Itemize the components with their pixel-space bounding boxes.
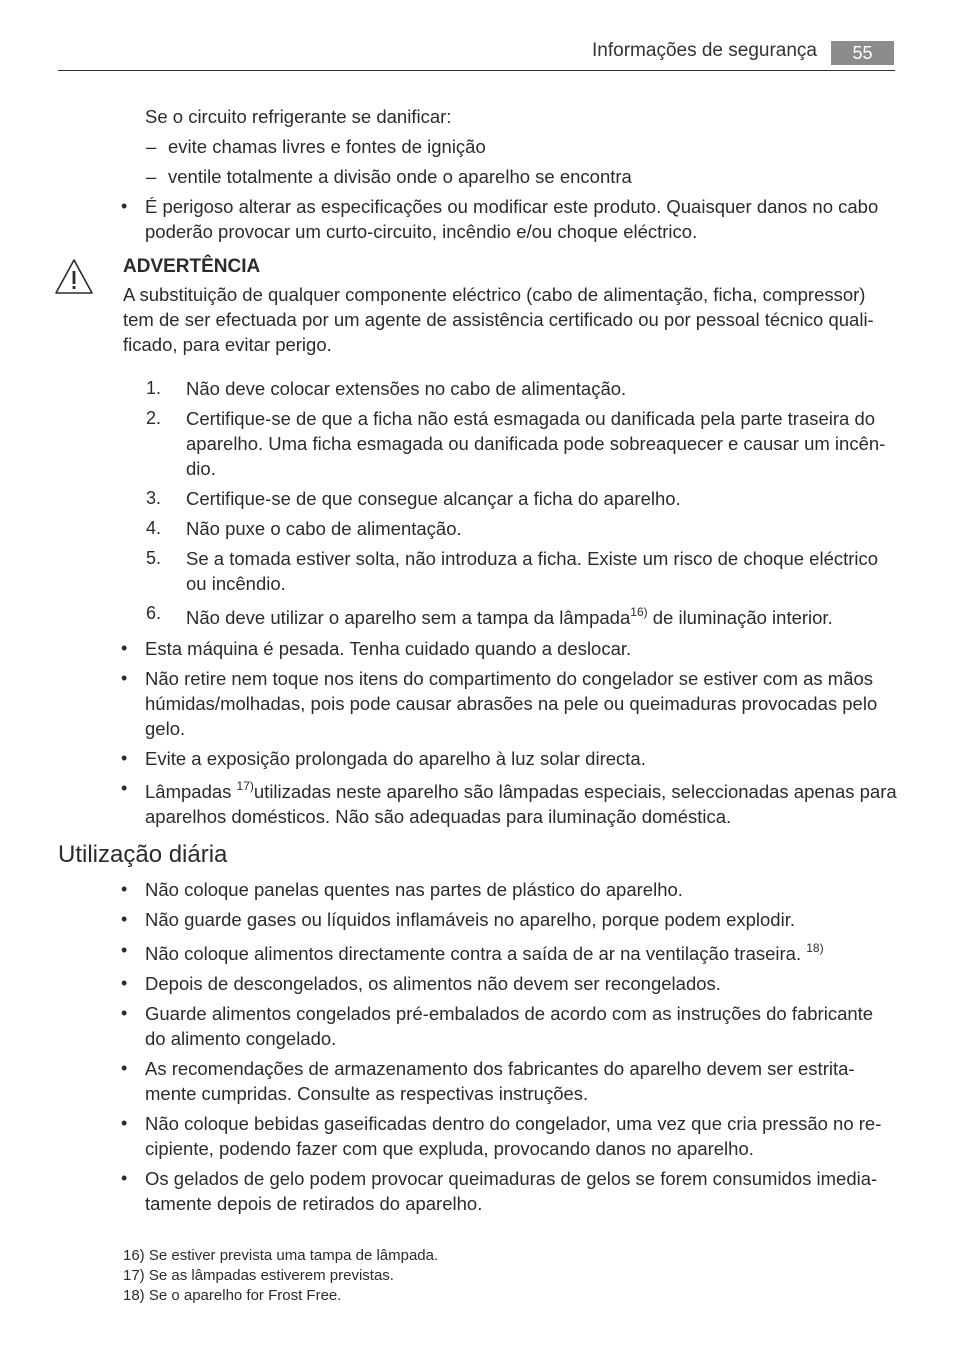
warning-triangle-icon: [54, 258, 94, 296]
bullet-text: Evite a exposição prolongada do aparelho à luz solar directa.: [145, 748, 646, 769]
list-item: Não deve colocar extensões no cabo de alimentação.: [186, 378, 627, 399]
bullet-text: Esta máquina é pesada. Tenha cuidado quando a deslocar.: [145, 638, 632, 659]
list-number: 1.: [146, 378, 162, 398]
header-divider: [58, 70, 895, 71]
dash-item: evite chamas livres e fontes de ignição: [168, 136, 486, 157]
list-item: [186, 605, 833, 630]
bullet-text: Não guarde gases ou líquidos inflamáveis no aparelho, porque podem explodir.: [145, 909, 795, 930]
bullet-text: gelo.: [145, 718, 186, 739]
bullet-text: Não retire nem toque nos itens do compartimento do congelador se estiver com as mãos: [145, 668, 874, 689]
bullet-marker: •: [121, 1113, 128, 1133]
bullet-marker: •: [121, 1168, 128, 1188]
bullet-text-part: Não coloque alimentos directamente contra a saída de ar na ventilação traseira.: [145, 943, 807, 964]
bullet-marker: •: [121, 879, 128, 899]
bullet-marker: •: [121, 638, 128, 658]
bullet-text: Depois de descongelados, os alimentos não devem ser recongelados.: [145, 973, 721, 994]
list-number: 4.: [146, 518, 162, 538]
bullet-text: Guarde alimentos congelados pré-embalados de acordo com as instruções do fabricante: [145, 1003, 874, 1024]
list-item: ou incêndio.: [186, 573, 286, 594]
bullet-text-part: utilizadas neste aparelho são lâmpadas especiais, seleccionadas apenas para: [253, 781, 897, 802]
bullet-text: Os gelados de gelo podem provocar queimaduras de gelos se forem consumidos imedia-: [145, 1168, 878, 1189]
bullet-text: [145, 779, 897, 804]
bullet-text: [145, 941, 824, 966]
bullet-text: do alimento congelado.: [145, 1028, 337, 1049]
warning-text: A substituição de qualquer componente eléctrico (cabo de alimentação, ficha, compressor): [123, 284, 866, 305]
bullet-marker: •: [121, 748, 128, 768]
bullet-text-part: Lâmpadas: [145, 781, 237, 802]
footnote: 17) Se as lâmpadas estiverem previstas.: [123, 1267, 394, 1284]
warning-text: tem de ser efectuada por um agente de assistência certificado ou por pessoal técnico quali-: [123, 309, 874, 330]
list-number: 3.: [146, 488, 162, 508]
bullet-marker: •: [121, 196, 128, 216]
bullet-text: Não coloque bebidas gaseificadas dentro do congelador, uma vez que cria pressão no re-: [145, 1113, 882, 1134]
list-item-text: de iluminação interior.: [647, 607, 833, 628]
footnote-ref: 17): [236, 779, 254, 793]
list-item: Certifique-se de que consegue alcançar a ficha do aparelho.: [186, 488, 681, 509]
bullet-marker: •: [121, 778, 128, 798]
bullet-marker: •: [121, 1003, 128, 1023]
bullet-marker: •: [121, 973, 128, 993]
list-item: Não puxe o cabo de alimentação.: [186, 518, 462, 539]
bullet-text: cipiente, podendo fazer com que expluda, provocando danos no aparelho.: [145, 1138, 754, 1159]
warning-title: ADVERTÊNCIA: [123, 256, 261, 277]
list-item: Certifique-se de que a ficha não está esmagada ou danificada pela parte traseira do: [186, 408, 876, 429]
footnote-ref: 18): [806, 941, 824, 955]
list-number: 2.: [146, 408, 162, 428]
dash-marker: –: [146, 136, 157, 157]
bullet-text: húmidas/molhadas, pois pode causar abrasões na pele ou queimaduras provocadas pelo: [145, 693, 878, 714]
intro-line: Se o circuito refrigerante se danificar:: [145, 106, 452, 127]
bullet-text: aparelhos domésticos. Não são adequadas para iluminação doméstica.: [145, 806, 732, 827]
bullet-marker: •: [121, 668, 128, 688]
bullet-marker: •: [121, 940, 128, 960]
footnote-ref: 16): [630, 605, 648, 619]
bullet-text: As recomendações de armazenamento dos fabricantes do aparelho devem ser estrita-: [145, 1058, 855, 1079]
list-item: dio.: [186, 458, 216, 479]
list-item: Se a tomada estiver solta, não introduza a ficha. Existe um risco de choque eléctrico: [186, 548, 879, 569]
warning-text: ficado, para evitar perigo.: [123, 334, 332, 355]
list-item-text: Não deve utilizar o aparelho sem a tampa da lâmpada: [186, 607, 631, 628]
dash-marker: –: [146, 166, 157, 187]
bullet-text: Não coloque panelas quentes nas partes de plástico do aparelho.: [145, 879, 683, 900]
page-number: 55: [831, 41, 894, 65]
list-number: 6.: [146, 603, 162, 623]
footnote: 18) Se o aparelho for Frost Free.: [123, 1287, 342, 1304]
bullet-text: poderão provocar um curto-circuito, incêndio e/ou choque eléctrico.: [145, 221, 698, 242]
bullet-marker: •: [121, 1058, 128, 1078]
dash-item: ventile totalmente a divisão onde o aparelho se encontra: [168, 166, 632, 187]
running-header: Informações de segurança: [592, 40, 817, 61]
bullet-text: É perigoso alterar as especificações ou modificar este produto. Quaisquer danos no cabo: [145, 196, 879, 217]
section-heading: Utilização diária: [58, 841, 228, 868]
list-number: 5.: [146, 548, 162, 568]
footnote: 16) Se estiver prevista uma tampa de lâmpada.: [123, 1247, 439, 1264]
bullet-text: tamente depois de retirados do aparelho.: [145, 1193, 483, 1214]
bullet-text: mente cumpridas. Consulte as respectivas instruções.: [145, 1083, 589, 1104]
list-item: aparelho. Uma ficha esmagada ou danificada pode sobreaquecer e causar um incên-: [186, 433, 886, 454]
bullet-marker: •: [121, 909, 128, 929]
